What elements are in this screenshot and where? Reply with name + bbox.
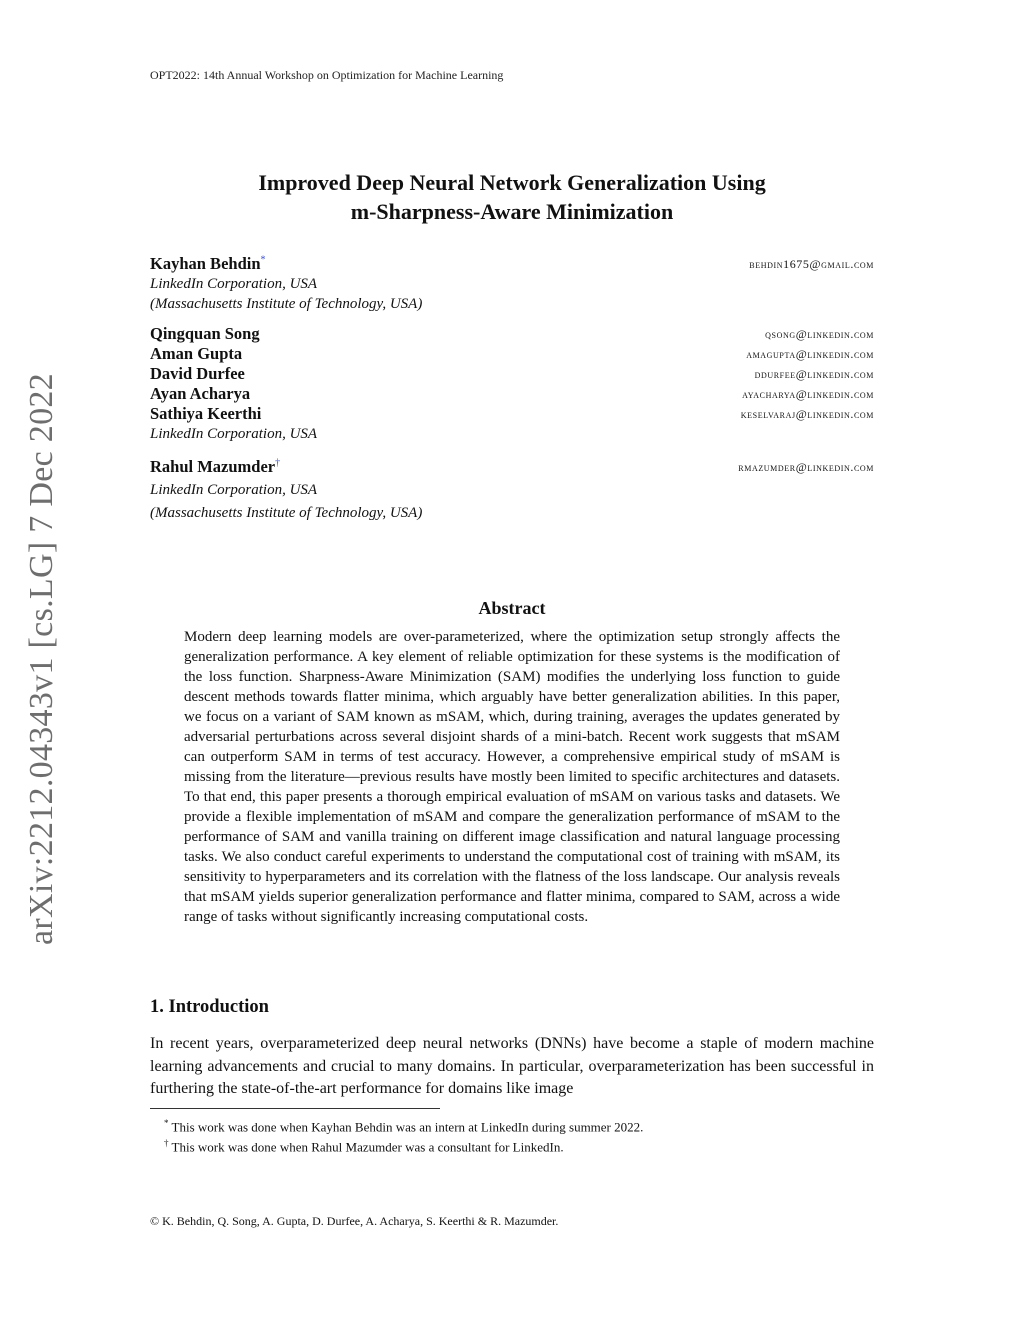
footnote-mark: † — [164, 1138, 169, 1148]
author-email[interactable]: ayacharya@linkedin.com — [742, 387, 874, 401]
footnote-mark: † — [275, 457, 281, 469]
author-email[interactable]: amagupta@linkedin.com — [746, 347, 874, 361]
section-heading: 1. Introduction — [150, 997, 269, 1017]
author-email[interactable]: keselvaraj@linkedin.com — [740, 407, 874, 421]
author-name: Ayan Acharya — [150, 384, 251, 403]
author-name: Kayhan Behdin — [150, 254, 261, 273]
author-name: Rahul Mazumder — [150, 457, 276, 476]
author-name: David Durfee — [150, 364, 245, 383]
arxiv-watermark: arXiv:2212.04343v1 [cs.LG] 7 Dec 2022 — [23, 373, 60, 945]
author-email[interactable]: ddurfee@linkedin.com — [754, 367, 874, 381]
author-name: Aman Gupta — [150, 344, 243, 363]
intro-text: In recent years, overparameterized deep neural networks (DNNs) have become a staple of modern machine learning advancements and crucial to many domains. In particular, overparameterization has been successful in furthering the state-of-the-art performance for domains like image — [150, 1035, 874, 1097]
title-line-2: m-Sharpness-Aware Minimization — [350, 199, 674, 224]
author-block-1 — [150, 254, 874, 314]
author-block-2 — [150, 324, 874, 444]
footnote-text: This work was done when Rahul Mazumder was a consultant for LinkedIn. — [171, 1139, 564, 1155]
abstract-heading: Abstract — [478, 598, 546, 618]
author-email[interactable]: rmazumder@linkedin.com — [738, 460, 874, 474]
venue-header: OPT2022: 14th Annual Workshop on Optimization for Machine Learning — [150, 68, 504, 82]
title-line-1: Improved Deep Neural Network Generalization Using — [258, 170, 766, 195]
author-block-3 — [150, 457, 874, 523]
footnote-divider — [150, 1108, 440, 1109]
copyright-line: © K. Behdin, Q. Song, A. Gupta, D. Durfee, A. Acharya, S. Keerthi & R. Mazumder. — [150, 1214, 559, 1228]
affiliation: (Massachusetts Institute of Technology, USA) — [150, 505, 423, 521]
abstract-text: Modern deep learning models are over-parameterized, where the optimization setup strongly affects the generalization performance. A key element of reliable optimization for these systems is the modification of the loss function. Sharpness-Aware Minimization (SAM) modifies the underlying loss function to guide descent methods towards flatter minima, which arguably have better generalization abilities. In this paper, we focus on a variant of SAM known as mSAM, which, during training, averages the updates generated by adversarial perturbations across several disjoint shards of a mini-batch. Recent work suggests that mSAM can outperform SAM in terms of test accuracy. However, a comprehensive empirical study of mSAM is missing from the literature—previous results have mostly been limited to specific architectures and datasets. To that end, this paper presents a thorough empirical evaluation of mSAM on various tasks and datasets. We provide a flexible implementation of mSAM and compare the generalization performance of mSAM to the performance of SAM and vanilla training on different image classification and natural language processing tasks. We also conduct careful experiments to understand the computational cost of training with mSAM, its sensitivity to hyperparameters and its correlation with the flatness of the loss landscape. Our analysis reveals that mSAM yields superior generalization performance and flatter minima, compared to SAM, across a wide range of tasks without significantly increasing computational costs. — [184, 629, 840, 925]
paper-title — [150, 168, 874, 226]
author-email[interactable]: behdin1675@gmail.com — [749, 257, 874, 271]
affiliation: (Massachusetts Institute of Technology, USA) — [150, 296, 423, 312]
footnote-1 — [164, 1114, 643, 1136]
author-name: Sathiya Keerthi — [150, 404, 262, 423]
footnote-2 — [164, 1134, 564, 1156]
footnote-text: This work was done when Kayhan Behdin was an intern at LinkedIn during summer 2022. — [171, 1119, 644, 1135]
author-email[interactable]: qsong@linkedin.com — [765, 327, 874, 341]
affiliation: LinkedIn Corporation, USA — [150, 426, 318, 442]
affiliation: LinkedIn Corporation, USA — [150, 482, 318, 498]
footnote-mark: * — [164, 1118, 169, 1128]
affiliation: LinkedIn Corporation, USA — [150, 276, 318, 292]
footnote-mark: * — [260, 254, 266, 266]
author-name: Qingquan Song — [150, 324, 260, 343]
